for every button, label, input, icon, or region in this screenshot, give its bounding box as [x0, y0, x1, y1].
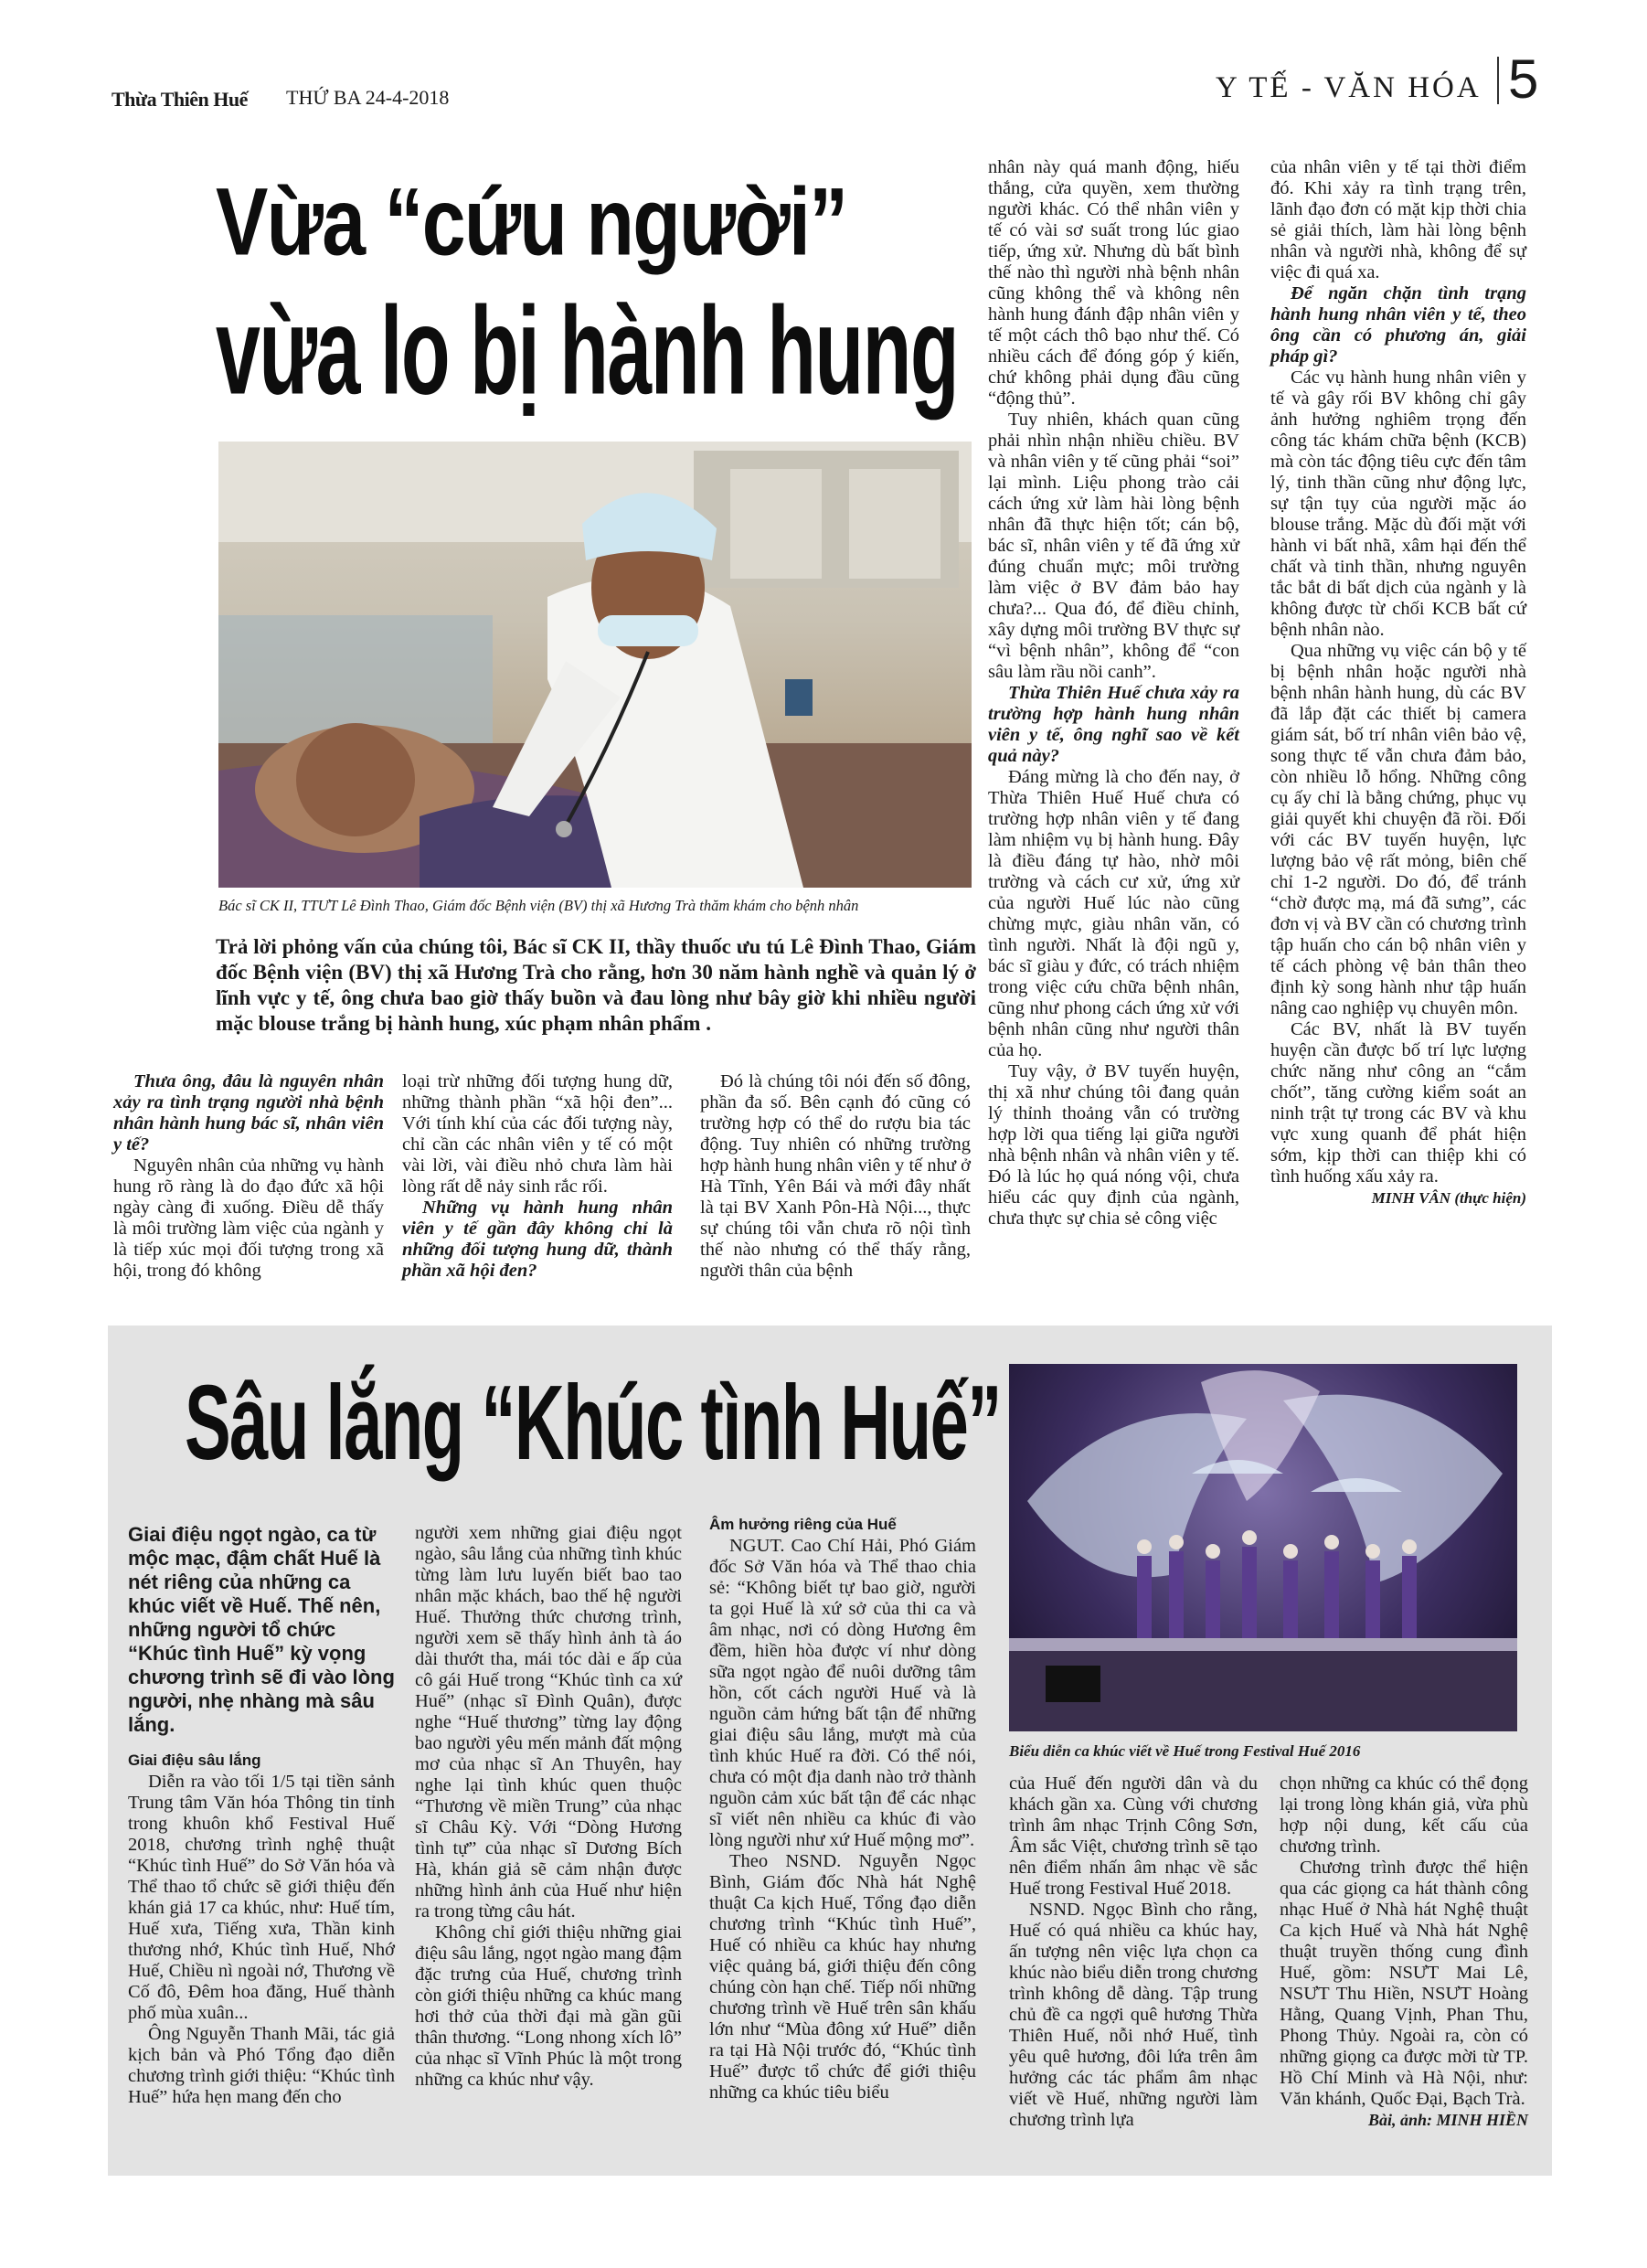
paragraph: Tuy vậy, ở BV tuyến huyện, thị xã như chúng tôi đang quản lý thỉnh thoảng vẫn có trường hợp lời qua tiếng lại giữa người nhà bệnh nhân và nhân viên y tế. Đó là lúc họ quá nóng vội, chưa hiểu các quy định của ngành, chưa thực sự chia sẻ công việc — [988, 1061, 1239, 1229]
page-number: 5 — [1508, 48, 1539, 110]
article1-column-1 — [113, 1071, 384, 1282]
festival-stage-illustration — [1009, 1364, 1517, 1731]
article1-lead: Trả lời phỏng vấn của chúng tôi, Bác sĩ CK II, thầy thuốc ưu tú Lê Đình Thao, Giám đốc Bệnh viện (BV) thị xã Hương Trà cho rằng, hơn 30 năm hành nghề và quản lý ở lĩnh vực y tế, ông chưa bao giờ thấy buồn và đau lòng như bây giờ khi nhiều người mặc blouse trắng bị hành hung, xúc phạm nhân phẩm . — [216, 935, 976, 1035]
paragraph: Chương trình được thể hiện qua các giọng ca hát thành công nhạc Huế ở Nhà hát Nghệ thuật Ca kịch Huế và Nhà hát Nghệ thuật truyền thống cung đình Huế, gồm: NSƯT Mai Lê, NSƯT Thu Hiền, NSƯT Hoàng Hằng, Quang Vịnh, Phan Thu, Phong Thủy. Ngoài ra, còn có những giọng ca được mời từ TP. Hồ Chí Minh và Hà Nội, như: Văn khánh, Quốc Đại, Bạch Trà. — [1280, 1858, 1528, 2109]
paragraph: Ông Nguyễn Thanh Mãi, tác giả kịch bản và Phó Tổng đạo diễn chương trình giới thiệu: “Khúc tình Huế” hứa hẹn mang đến cho — [128, 2024, 395, 2107]
paragraph: Đáng mừng là cho đến nay, ở Thừa Thiên Huế Huế chưa có trường hợp nhân viên y tế đang làm nhiệm vụ bị hành hung. Đây là điều đáng tự hào, nhờ môi trường và cách cư xử, ứng xử của người Huế lúc nào cũng chừng mực, giàu nhân văn, có tình người. Nhất là đội ngũ y, bác sĩ giàu y đức, có trách nhiệm trong việc cứu chữa bệnh nhân, cũng như phong cách ứng xử với bệnh nhân cũng như người thân của họ. — [988, 767, 1239, 1060]
article2-column-4 — [1009, 1773, 1258, 2131]
paragraph: của Huế đến người dân và du khách gần xa. Cùng với chương trình âm nhạc Trịnh Công Sơn, Âm sắc Việt, chương trình sẽ tạo nên điểm nhấn âm nhạc về sắc Huế trong Festival Huế 2018. — [1009, 1773, 1258, 1899]
article1-title-line2: vừa lo bị hành hung — [216, 281, 959, 421]
paragraph: Các vụ hành hung nhân viên y tế và gây rối BV không chỉ gây ảnh hưởng nghiêm trọng đến công tác khám chữa bệnh (KCB) mà còn tác động tiêu cực đến tâm lý, tinh thần cũng như động lực, sự tận tụy của người mặc áo blouse trắng. Mặc dù đối mặt với hành vi bất nhã, xâm hại đến thể chất và tinh thần, nhưng nguyên tắc bắt di bất dịch của ngành y là không được từ chối KCB bất cứ bệnh nhân nào. — [1270, 367, 1526, 640]
article2-box — [108, 1326, 1552, 2176]
paragraph: Qua những vụ việc cán bộ y tế bị bệnh nhân hoặc người nhà bệnh nhân hành hung, dù các BV đã lắp đặt các thiết bị camera giám sát, bố trí nhân viên bảo vệ, song thực tế vẫn chưa đảm bảo, còn nhiều lỗ hổng. Những công cụ ấy chỉ là bằng chứng, phục vụ giải quyết khi chuyện đã rồi. Đối với các BV tuyến huyện, lực lượng bảo vệ rất mỏng, biên chế chỉ 1-2 người. Do đó, để tránh “chờ được mạ, má đã sưng”, các đơn vị và BV cần có chương trình tập huấn cho cán bộ nhân viên y tế cách phòng vệ bản thân theo định kỳ song hành như tập huấn nâng cao nghiệp vụ chuyên môn. — [1270, 641, 1526, 1018]
article2-photo-caption: Biểu diễn ca khúc viết về Huế trong Festival Huế 2016 — [1009, 1742, 1361, 1760]
paragraph: loại trừ những đối tượng hung dữ, những thành phần “xã hội đen”... Với tính khí của các đối tượng này, chỉ cần các nhân viên y tế có một vài lời, vài điều nhỏ chưa làm hài lòng rất dễ nảy sinh rắc rối. — [402, 1071, 673, 1197]
subheading: Giai điệu sâu lắng — [128, 1752, 261, 1769]
issue-date: THỨ BA 24-4-2018 — [286, 86, 450, 109]
paragraph: Nguyên nhân của những vụ hành hung rõ ràng là do đạo đức xã hội ngày càng đi xuống. Điều dễ thấy là môi trường làm việc của ngành y là tiếp xúc mọi đối tượng trong xã hội, trong đó không — [113, 1155, 384, 1281]
article1-photo-caption: Bác sĩ CK II, TTƯT Lê Đình Thao, Giám đốc Bệnh viện (BV) thị xã Hương Trà thăm khám cho bệnh nhân — [218, 897, 859, 914]
article1-photo — [218, 442, 972, 888]
subheading: Âm hưởng riêng của Huế — [709, 1516, 897, 1533]
article2-column-2 — [415, 1523, 682, 2091]
doctor-examining-patient-illustration — [218, 442, 972, 888]
article2-photo — [1009, 1364, 1517, 1731]
header-divider — [1497, 57, 1499, 104]
article1-column-3 — [700, 1071, 971, 1282]
paragraph: chọn những ca khúc có thể đọng lại trong lòng khán giả, vừa phù hợp nội dung, kết cấu của chương trình. — [1280, 1773, 1528, 1857]
article1-byline: MINH VÂN (thực hiện) — [1371, 1189, 1526, 1207]
article1-column-4 — [988, 157, 1239, 1230]
paragraph: NGUT. Cao Chí Hải, Phó Giám đốc Sở Văn hóa và Thể thao chia sẻ: “Không biết tự bao giờ, người ta gọi Huế là xứ sở của thi ca và âm nhạc, nơi có dòng Hương êm đềm, hiền hòa được ví như dòng sữa ngọt ngào để nuôi dưỡng tâm hồn, cốt cách người Huế và là nguồn cảm hứng bất tận để những giai điệu sâu lắng, mượt mà của tình khúc Huế ra đời. Có thể nói, chưa có một địa danh nào trở thành nguồn cảm xúc bất tận để các nhạc sĩ viết nên nhiều ca khúc đi vào lòng người như xứ Huế mộng mơ”. — [709, 1536, 976, 1850]
paragraph: Đó là chúng tôi nói đến số đông, phần đa số. Bên cạnh đó cũng có trường hợp có thể do rượu bia tác động. Tuy nhiên có những trường hợp hành hung nhân viên y tế như ở Hà Tĩnh, Yên Bái và mới đây nhất là tại BV Xanh Pôn-Hà Nội..., thực sự chúng tôi vẫn chưa rõ nội tình thế nào nhưng có thể thấy rằng, người thân của bệnh — [700, 1071, 971, 1281]
article2-byline: Bài, ảnh: MINH HIỀN — [1367, 2111, 1528, 2129]
article1-column-5 — [1270, 157, 1526, 1209]
article2-column-5 — [1280, 1773, 1528, 2131]
paragraph: của nhân viên y tế tại thời điểm đó. Khi xảy ra tình trạng trên, lãnh đạo đơn có mặt kịp thời chia sẻ giải thích, làm hài lòng bệnh nhân và người nhà, không để sự việc đi quá xa. — [1270, 157, 1526, 282]
interview-question: Thưa ông, đâu là nguyên nhân xảy ra tình trạng người nhà bệnh nhân hành hung bác sĩ, nhân viên y tế? — [113, 1071, 384, 1155]
article2-column-1 — [128, 1523, 395, 2108]
article2-lead: Giai điệu ngọt ngào, ca từ mộc mạc, đậm chất Huế là nét riêng của những ca khúc viết về Huế. Thế nên, những người tổ chức “Khúc tình Huế” kỳ vọng chương trình sẽ đi vào lòng người, nhẹ nhàng mà sâu lắng. — [128, 1523, 395, 1736]
article2-column-3 — [709, 1514, 976, 2103]
interview-question: Thừa Thiên Huế chưa xảy ra trường hợp hành hung nhân viên y tế, ông nghĩ sao về kết quả này? — [988, 683, 1239, 766]
paragraph: người xem những giai điệu ngọt ngào, sâu lắng của những tình khúc từng làm lưu luyến biết bao tao nhân mặc khách, bao thế hệ người Huế. Thưởng thức chương trình, người xem sẽ thấy hình ảnh tà áo dài thướt tha, mái tóc dài e ấp của cô gái Huế trong “Khúc tình ca xứ Huế” (nhạc sĩ Đình Quân), được nghe “Huế thương” từng lay động bao người yêu mến mảnh đất mộng mơ của nhạc sĩ An Thuyên, hay nghe lại tình khúc quen thuộc “Thương về miền Trung” của nhạc sĩ Châu Kỳ. Với “Dòng Hương tình tự” của nhạc sĩ Dương Bích Hà, khán giả sẽ cảm nhận được những hình ảnh của Huế như hiện ra trong từng câu hát. — [415, 1523, 682, 1922]
section-title: Y TẾ - VĂN HÓA — [1216, 71, 1482, 104]
paragraph: Các BV, nhất là BV tuyến huyện cần được bố trí lực lượng chức năng như công an “cắm chốt”, tăng cường kiểm soát an ninh trật tự trong các BV và khu vực xung quanh để phát hiện sớm, kịp thời can thiệp khi có tình huống xấu xảy ra. — [1270, 1019, 1526, 1187]
article1-title-line1: Vừa “cứu người” — [216, 167, 847, 276]
article2-title: Sâu lắng “Khúc tình Huế” — [185, 1363, 1001, 1483]
interview-question: Để ngăn chặn tình trạng hành hung nhân viên y tế, theo ông cần có phương án, giải pháp gì? — [1270, 283, 1526, 367]
paragraph: Tuy nhiên, khách quan cũng phải nhìn nhận nhiều chiều. BV và nhân viên y tế cũng phải “soi” lại mình. Liệu phong trào cải cách ứng xử làm hài lòng bệnh nhân đã thực hiện tốt; cán bộ, bác sĩ, nhân viên y tế đã ứng xử đúng chuẩn mực; môi trường làm việc ở BV đảm bảo hay chưa?... Qua đó, để điều chỉnh, xây dựng môi trường BV thực sự “vì bệnh nhân”, không để “con sâu làm rầu nồi canh”. — [988, 410, 1239, 682]
article1-column-2 — [402, 1071, 673, 1282]
paragraph: Không chỉ giới thiệu những giai điệu sâu lắng, ngọt ngào mang đậm đặc trưng của Huế, chương trình còn giới thiệu những ca khúc mang hơi thở của thời đại mà gần gũi thân thương. “Long nhong xích lô” của nhạc sĩ Vĩnh Phúc là một trong những ca khúc như vậy. — [415, 1922, 682, 2090]
interview-question: Những vụ hành hung nhân viên y tế gần đây không chỉ là những đối tượng hung dữ, thành phần xã hội đen? — [402, 1198, 673, 1281]
paragraph: nhân này quá manh động, hiếu thắng, cửa quyền, xem thường người khác. Có thể nhân viên y tế có vài sơ suất trong lúc giao tiếp, ứng xử. Nhưng dù bất bình thế nào thì người nhà bệnh nhân cũng không thể và không nên hành hung đánh đập nhân viên y tế một cách thô bạo như thế. Có nhiều cách để đóng góp ý kiến, chứ không phải dụng đầu cũng “động thủ”. — [988, 157, 1239, 409]
masthead-paper-name: Thừa Thiên Huế — [112, 88, 248, 111]
paragraph: Diễn ra vào tối 1/5 tại tiền sảnh Trung tâm Văn hóa Thông tin tỉnh trong khuôn khổ Festival Huế 2018, chương trình nghệ thuật “Khúc tình Huế” do Sở Văn hóa và Thể thao tổ chức sẽ giới thiệu đến khán giả 17 ca khúc, như: Huế tím, Huế xưa, Tiếng xưa, Thần kinh thương nhớ, Khúc tình Huế, Nhớ Huế, Chiều nì ngoài nớ, Thương về Cố đô, Đêm hoa đăng, Huế thành phố mùa xuân... — [128, 1772, 395, 2023]
paragraph: Theo NSND. Nguyễn Ngọc Bình, Giám đốc Nhà hát Nghệ thuật Ca kịch Huế, Tổng đạo diễn chương trình “Khúc tình Huế”, Huế có nhiều ca khúc hay nhưng việc quảng bá, giới thiệu đến công chúng còn hạn chế. Tiếp nối những chương trình về Huế trên sân khấu lớn như “Mùa đông xứ Huế” diễn ra tại Hà Nội trước đó, “Khúc tình Huế” được tổ chức để giới thiệu những ca khúc tiêu biểu — [709, 1851, 976, 2103]
paragraph: NSND. Ngọc Bình cho rằng, Huế có quá nhiều ca khúc hay, ấn tượng nên việc lựa chọn ca khúc nào biểu diễn trong chương trình không dễ dàng. Tập trung chủ đề ca ngợi quê hương Thừa Thiên Huế, nỗi nhớ Huế, tình yêu quê hương, đôi lứa trên âm hưởng các tác phẩm âm nhạc viết về Huế, những người làm chương trình lựa — [1009, 1900, 1258, 2130]
